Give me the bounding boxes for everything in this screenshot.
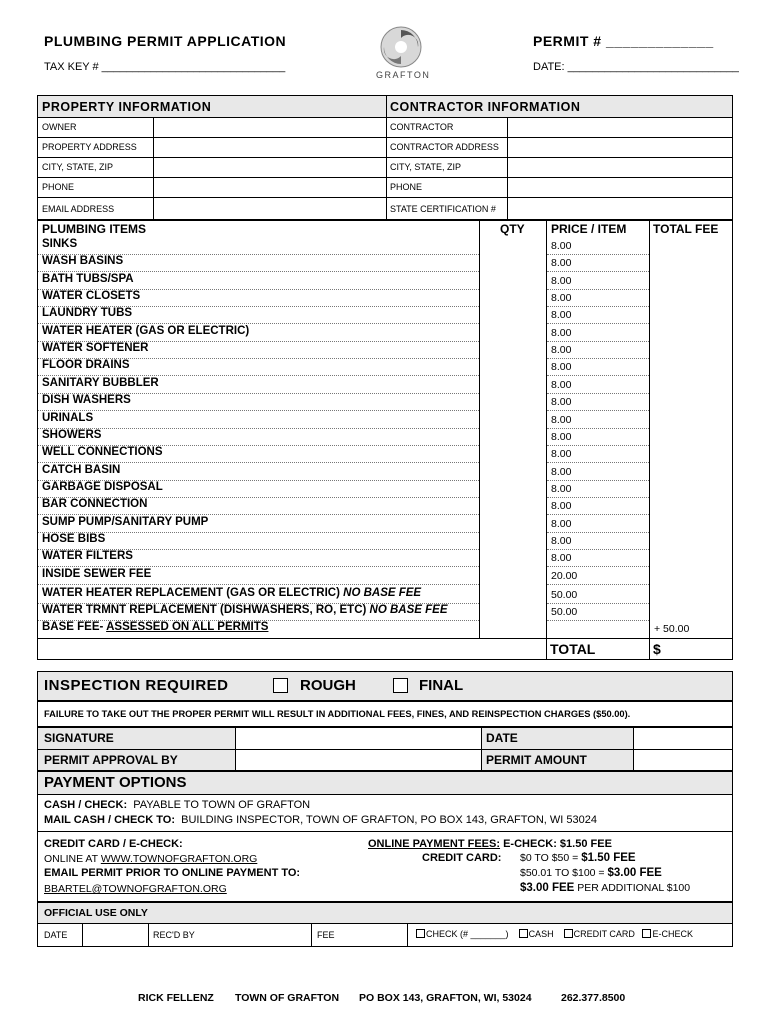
plumbing-item-price: 8.00 bbox=[551, 274, 572, 287]
plumbing-item-name: BATH TUBS/SPA bbox=[42, 272, 134, 285]
plumbing-item-price: 8.00 bbox=[551, 430, 572, 443]
official-date: DATE bbox=[44, 930, 68, 940]
plumbing-item-qty-input[interactable] bbox=[480, 446, 546, 462]
email-link[interactable]: BBARTEL@TOWNOFGRAFTON.ORG bbox=[44, 883, 227, 895]
heater-replacement-row bbox=[42, 587, 421, 604]
plumbing-item-price: 8.00 bbox=[551, 534, 572, 547]
plumbing-item-price: 8.00 bbox=[551, 257, 572, 270]
plumbing-item-qty-input[interactable] bbox=[480, 359, 546, 375]
credit-label: CREDIT CARD / E-CHECK: bbox=[44, 838, 183, 850]
base-fee-prefix: BASE FEE- bbox=[42, 621, 104, 633]
price-header: PRICE / ITEM bbox=[551, 222, 627, 236]
plumbing-item-name: LAUNDRY TUBS bbox=[42, 307, 133, 320]
plumbing-item-price: 8.00 bbox=[551, 413, 572, 426]
property-city-label: CITY, STATE, ZIP bbox=[42, 162, 114, 172]
plumbing-item-qty-input[interactable] bbox=[480, 498, 546, 514]
plumbing-item-price: 8.00 bbox=[551, 517, 572, 530]
final-checkbox[interactable] bbox=[393, 678, 408, 693]
online-line bbox=[44, 853, 257, 865]
fees-line bbox=[368, 838, 612, 850]
date-field[interactable]: DATE: ____________________________ bbox=[533, 61, 739, 73]
plumbing-item-name: SINKS bbox=[42, 238, 78, 250]
mail-label: MAIL CASH / CHECK TO: bbox=[44, 814, 175, 826]
contractor-heading: CONTRACTOR INFORMATION bbox=[390, 100, 581, 114]
sig-date-label: DATE bbox=[486, 731, 518, 745]
total-header: TOTAL FEE bbox=[653, 222, 719, 236]
heater-replacement-price: 50.00 bbox=[551, 589, 578, 601]
contractor-address-label: CONTRACTOR ADDRESS bbox=[390, 142, 499, 152]
trmnt-replacement-row bbox=[42, 604, 448, 621]
contractor-label: CONTRACTOR bbox=[390, 122, 454, 132]
plumbing-item-qty-input[interactable] bbox=[480, 342, 546, 358]
plumbing-item-qty-input[interactable] bbox=[480, 568, 546, 584]
cash-line bbox=[44, 799, 310, 811]
plumbing-item-price: 8.00 bbox=[551, 378, 572, 391]
email-label: EMAIL ADDRESS bbox=[42, 204, 115, 214]
plumbing-item-price: 8.00 bbox=[551, 240, 572, 252]
online-prefix: ONLINE AT bbox=[44, 853, 98, 865]
signature-label: SIGNATURE bbox=[44, 731, 114, 745]
cc-line-2 bbox=[520, 867, 662, 879]
plumbing-item-name: WATER HEATER (GAS OR ELECTRIC) bbox=[42, 324, 250, 337]
plumbing-item-name: SHOWERS bbox=[42, 428, 102, 441]
plumbing-item-price: 20.00 bbox=[551, 569, 578, 582]
heater-replacement-name: WATER HEATER REPLACEMENT (GAS OR ELECTRIC) bbox=[42, 587, 340, 599]
owner-label: OWNER bbox=[42, 122, 77, 132]
official-recd: REC'D BY bbox=[153, 930, 195, 940]
contractor-phone-label: PHONE bbox=[390, 182, 423, 192]
credit-method-label: CREDIT CARD bbox=[573, 929, 635, 939]
cash-label: CASH / CHECK: bbox=[44, 799, 128, 811]
check-checkbox[interactable] bbox=[416, 929, 425, 938]
warning-text: FAILURE TO TAKE OUT THE PROPER PERMIT WILL RESULT IN ADDITIONAL FEES, FINES, AND REINSPECTION CHARGES ($50.00). bbox=[44, 709, 631, 719]
plumbing-item-qty-input[interactable] bbox=[480, 533, 546, 549]
permit-amount-label: PERMIT AMOUNT bbox=[486, 753, 587, 767]
plumbing-item-name: WATER CLOSETS bbox=[42, 290, 141, 303]
cc-line-2-fee: $3.00 FEE bbox=[607, 867, 662, 879]
cc-line-1-range: $0 TO $50 = bbox=[520, 852, 579, 864]
property-address-label: PROPERTY ADDRESS bbox=[42, 142, 137, 152]
credit-card-checkbox[interactable] bbox=[564, 929, 573, 938]
trmnt-replacement-note: NO BASE FEE bbox=[369, 604, 448, 616]
plumbing-item-price: 8.00 bbox=[551, 448, 572, 461]
signature-input[interactable] bbox=[236, 728, 481, 749]
logo-text: GRAFTON bbox=[376, 70, 431, 80]
plumbing-item-name: FLOOR DRAINS bbox=[42, 359, 130, 372]
cash-text: PAYABLE TO TOWN OF GRAFTON bbox=[133, 799, 311, 811]
plumbing-item-price: 8.00 bbox=[551, 482, 572, 495]
plumbing-item-price: 8.00 bbox=[551, 326, 572, 339]
property-heading: PROPERTY INFORMATION bbox=[42, 100, 212, 114]
plumbing-item-name: BAR CONNECTION bbox=[42, 498, 148, 511]
footer-phone: 262.377.8500 bbox=[561, 992, 626, 1004]
plumbing-item-qty-input[interactable] bbox=[480, 255, 546, 271]
online-url-link[interactable]: WWW.TOWNOFGRAFTON.ORG bbox=[100, 853, 258, 865]
rough-label: ROUGH bbox=[300, 677, 356, 694]
mail-line bbox=[44, 814, 597, 826]
payment-heading: PAYMENT OPTIONS bbox=[44, 774, 187, 791]
plumbing-item-name: WATER FILTERS bbox=[42, 550, 133, 563]
form-title: PLUMBING PERMIT APPLICATION bbox=[44, 33, 287, 49]
plumbing-item-qty-input[interactable] bbox=[480, 464, 546, 480]
fees-heading: ONLINE PAYMENT FEES: bbox=[368, 838, 501, 850]
footer-address: PO BOX 143, GRAFTON, WI, 53024 bbox=[359, 992, 532, 1004]
plumbing-item-name: CATCH BASIN bbox=[42, 463, 121, 476]
trmnt-replacement-price: 50.00 bbox=[551, 606, 578, 618]
cc-line-3-range: PER ADDITIONAL $100 bbox=[577, 882, 691, 894]
plumbing-item-name: DISH WASHERS bbox=[42, 394, 131, 407]
email-instruction: EMAIL PERMIT PRIOR TO ONLINE PAYMENT TO: bbox=[44, 867, 301, 879]
plumbing-item-qty-input[interactable] bbox=[480, 550, 546, 566]
plumbing-item-qty-input[interactable] bbox=[480, 516, 546, 532]
plumbing-item-qty-input[interactable] bbox=[480, 325, 546, 341]
cc-line-1 bbox=[520, 852, 636, 864]
trmnt-replacement-name: WATER TRMNT REPLACEMENT (DISHWASHERS, RO, ETC) bbox=[42, 604, 367, 616]
plumbing-item-name: WELL CONNECTIONS bbox=[42, 446, 163, 459]
plumbing-item-price: 8.00 bbox=[551, 465, 572, 478]
plumbing-item-name: URINALS bbox=[42, 411, 94, 424]
plumbing-item-qty-input[interactable] bbox=[480, 481, 546, 497]
property-phone-label: PHONE bbox=[42, 182, 75, 192]
base-fee-row bbox=[42, 621, 268, 638]
cc-line-1-fee: $1.50 FEE bbox=[581, 852, 636, 864]
credit-card-fee-label: CREDIT CARD: bbox=[422, 852, 502, 864]
plumbing-item-price: 8.00 bbox=[551, 552, 572, 565]
plumbing-item-name: SANITARY BUBBLER bbox=[42, 376, 159, 389]
cc-line-3-fee: $3.00 FEE bbox=[520, 882, 575, 894]
plumbing-item-name: HOSE BIBS bbox=[42, 532, 106, 545]
plumbing-item-name: SUMP PUMP/SANITARY PUMP bbox=[42, 515, 209, 528]
plumbing-item-qty-input[interactable] bbox=[480, 273, 546, 289]
plumbing-item-price: 8.00 bbox=[551, 309, 572, 322]
owner-input[interactable] bbox=[154, 118, 385, 137]
cash-method-label: CASH bbox=[528, 929, 554, 939]
footer-town: TOWN OF GRAFTON bbox=[235, 992, 340, 1004]
plumbing-item-price: 8.00 bbox=[551, 396, 572, 409]
check-label: CHECK (# _______) bbox=[426, 929, 509, 939]
permit-number-label[interactable]: PERMIT # _____________ bbox=[533, 33, 714, 49]
official-payment-methods bbox=[416, 929, 693, 939]
cc-line-2-range: $50.01 TO $100 = bbox=[520, 867, 605, 879]
official-heading: OFFICIAL USE ONLY bbox=[44, 907, 148, 919]
echeck-fee: E-CHECK: $1.50 FEE bbox=[503, 838, 612, 850]
plumbing-item-qty-input[interactable] bbox=[480, 290, 546, 306]
plumbing-item-name: INSIDE SEWER FEE bbox=[42, 567, 152, 580]
plumbing-item-name: WASH BASINS bbox=[42, 255, 124, 268]
plumbing-item-qty-input[interactable] bbox=[480, 429, 546, 445]
plumbing-item-price: 8.00 bbox=[551, 500, 572, 513]
plumbing-item-qty-input[interactable] bbox=[480, 307, 546, 323]
official-fee: FEE bbox=[317, 930, 335, 940]
total-value[interactable]: $ bbox=[653, 641, 661, 657]
plumbing-item-name: GARBAGE DISPOSAL bbox=[42, 480, 163, 493]
heater-replacement-note: NO BASE FEE bbox=[343, 587, 422, 599]
inspection-heading: INSPECTION REQUIRED bbox=[44, 677, 229, 694]
plumbing-item-qty-input[interactable] bbox=[480, 377, 546, 393]
contractor-city-label: CITY, STATE, ZIP bbox=[390, 162, 462, 172]
base-fee-value: + 50.00 bbox=[654, 623, 690, 635]
state-cert-label: STATE CERTIFICATION # bbox=[390, 204, 496, 214]
base-fee-assessed: ASSESSED ON ALL PERMITS bbox=[106, 621, 269, 633]
plumbing-item-price: 8.00 bbox=[551, 344, 572, 357]
plumbing-item-price: 8.00 bbox=[551, 292, 572, 305]
grafton-logo bbox=[378, 24, 424, 70]
mail-text: BUILDING INSPECTOR, TOWN OF GRAFTON, PO BOX 143, GRAFTON, WI 53024 bbox=[181, 814, 597, 826]
items-header: PLUMBING ITEMS bbox=[42, 222, 146, 236]
plumbing-item-qty-input[interactable] bbox=[480, 394, 546, 410]
tax-key-field[interactable]: TAX KEY # ______________________________ bbox=[44, 61, 286, 73]
echeck-method-label: E-CHECK bbox=[652, 929, 693, 939]
plumbing-item-qty-input[interactable] bbox=[480, 412, 546, 428]
plumbing-item-name: WATER SOFTENER bbox=[42, 342, 149, 355]
approval-label: PERMIT APPROVAL BY bbox=[44, 753, 178, 767]
final-label: FINAL bbox=[419, 677, 464, 694]
qty-header: QTY bbox=[500, 222, 525, 236]
rough-checkbox[interactable] bbox=[273, 678, 288, 693]
cc-line-3 bbox=[520, 882, 690, 894]
contractor-input[interactable] bbox=[508, 118, 732, 137]
cash-checkbox[interactable] bbox=[519, 929, 528, 938]
plumbing-item-price: 8.00 bbox=[551, 361, 572, 374]
footer-name: RICK FELLENZ bbox=[138, 992, 214, 1004]
echeck-checkbox[interactable] bbox=[642, 929, 651, 938]
plumbing-item-qty-input[interactable] bbox=[480, 238, 546, 254]
total-label: TOTAL bbox=[550, 641, 596, 657]
